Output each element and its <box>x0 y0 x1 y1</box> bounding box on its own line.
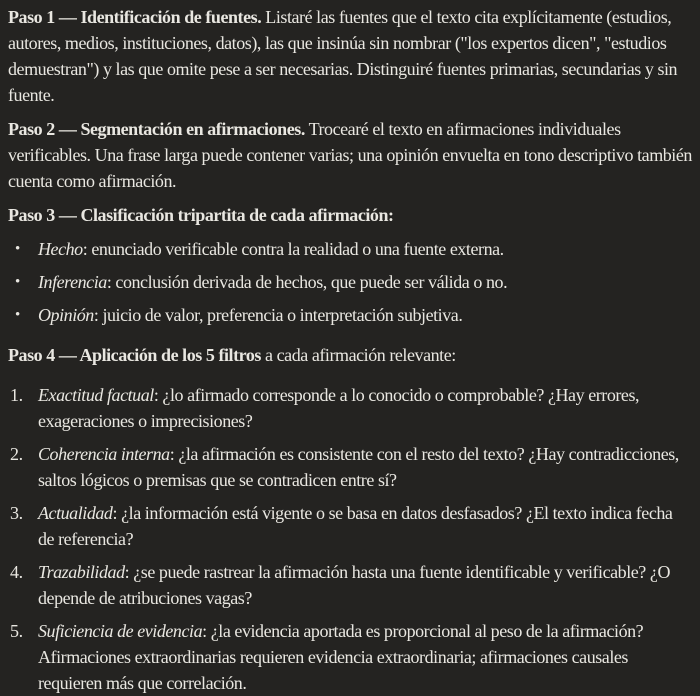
term-exactitud-factual: Exactitud factual <box>38 385 154 405</box>
term-trazabilidad: Trazabilidad <box>38 562 125 582</box>
filter-item-suficiencia <box>38 618 692 696</box>
definition-exactitud-factual: : ¿lo afirmado corresponde a lo conocido o comprobable? ¿Hay errores, exageraciones o imprecisiones? <box>38 385 640 431</box>
term-coherencia-interna: Coherencia interna <box>38 444 170 464</box>
filters-list <box>8 382 692 696</box>
definition-trazabilidad: : ¿se puede rastrear la afirmación hasta una fuente identificable y verificable? ¿O depende de atribuciones vagas? <box>38 562 670 608</box>
definition-hecho: : enunciado verificable contra la realidad o una fuente externa. <box>82 239 504 259</box>
filter-item-trazabilidad <box>38 559 692 611</box>
paragraph-paso-1 <box>8 4 692 108</box>
paso-2-body: Trocearé el texto en afirmaciones individuales verificables. Una frase larga puede contener varias; una opinión envuelta en tono descriptivo también cuenta como afirmación. <box>8 119 692 191</box>
list-item-hecho <box>38 236 692 262</box>
list-item-inferencia <box>38 269 692 295</box>
list-item-opinion <box>38 302 692 328</box>
term-opinion: Opinión <box>38 305 94 325</box>
paso-2-heading: Paso 2 — Segmentación en afirmaciones. <box>8 119 305 139</box>
definition-opinion: : juicio de valor, preferencia o interpretación subjetiva. <box>93 305 463 325</box>
paragraph-paso-4 <box>8 342 692 368</box>
definition-suficiencia-evidencia: : ¿la evidencia aportada es proporcional al peso de la afirmación? Afirmaciones extraordinarias requieren evidencia extraordinaria; afirmaciones causales requieren más que correlación. <box>38 621 644 693</box>
definition-coherencia-interna: : ¿la afirmación es consistente con el resto del texto? ¿Hay contradicciones, saltos lógicos o premisas que se contradicen entre sí? <box>38 444 679 490</box>
paragraph-paso-3 <box>8 202 692 228</box>
definition-inferencia: : conclusión derivada de hechos, que puede ser válida o no. <box>106 272 508 292</box>
term-inferencia: Inferencia <box>38 272 107 292</box>
paragraph-paso-2 <box>8 116 692 194</box>
paso-1-heading: Paso 1 — Identificación de fuentes. <box>8 7 262 27</box>
filter-item-actualidad <box>38 500 692 552</box>
term-hecho: Hecho <box>38 239 83 259</box>
definition-actualidad: : ¿la información está vigente o se basa en datos desfasados? ¿El texto indica fecha de referencia? <box>38 503 673 549</box>
classification-list <box>8 236 692 328</box>
paso-4-heading: Paso 4 — Aplicación de los 5 filtros <box>8 345 261 365</box>
filter-item-coherencia <box>38 441 692 493</box>
paso-3-heading: Paso 3 — Clasificación tripartita de cada afirmación: <box>8 205 394 225</box>
filter-item-exactitud <box>38 382 692 434</box>
term-suficiencia-evidencia: Suficiencia de evidencia <box>38 621 203 641</box>
paso-1-body: Listaré las fuentes que el texto cita explícitamente (estudios, autores, medios, instituciones, datos), las que insinúa sin nombrar ("los expertos dicen", "estudios demuestran") y las que omite pese a ser necesarias. Distinguiré fuentes primarias, secundarias y sin fuente. <box>8 7 678 105</box>
paso-4-body: a cada afirmación relevante: <box>260 345 456 365</box>
term-actualidad: Actualidad <box>38 503 113 523</box>
